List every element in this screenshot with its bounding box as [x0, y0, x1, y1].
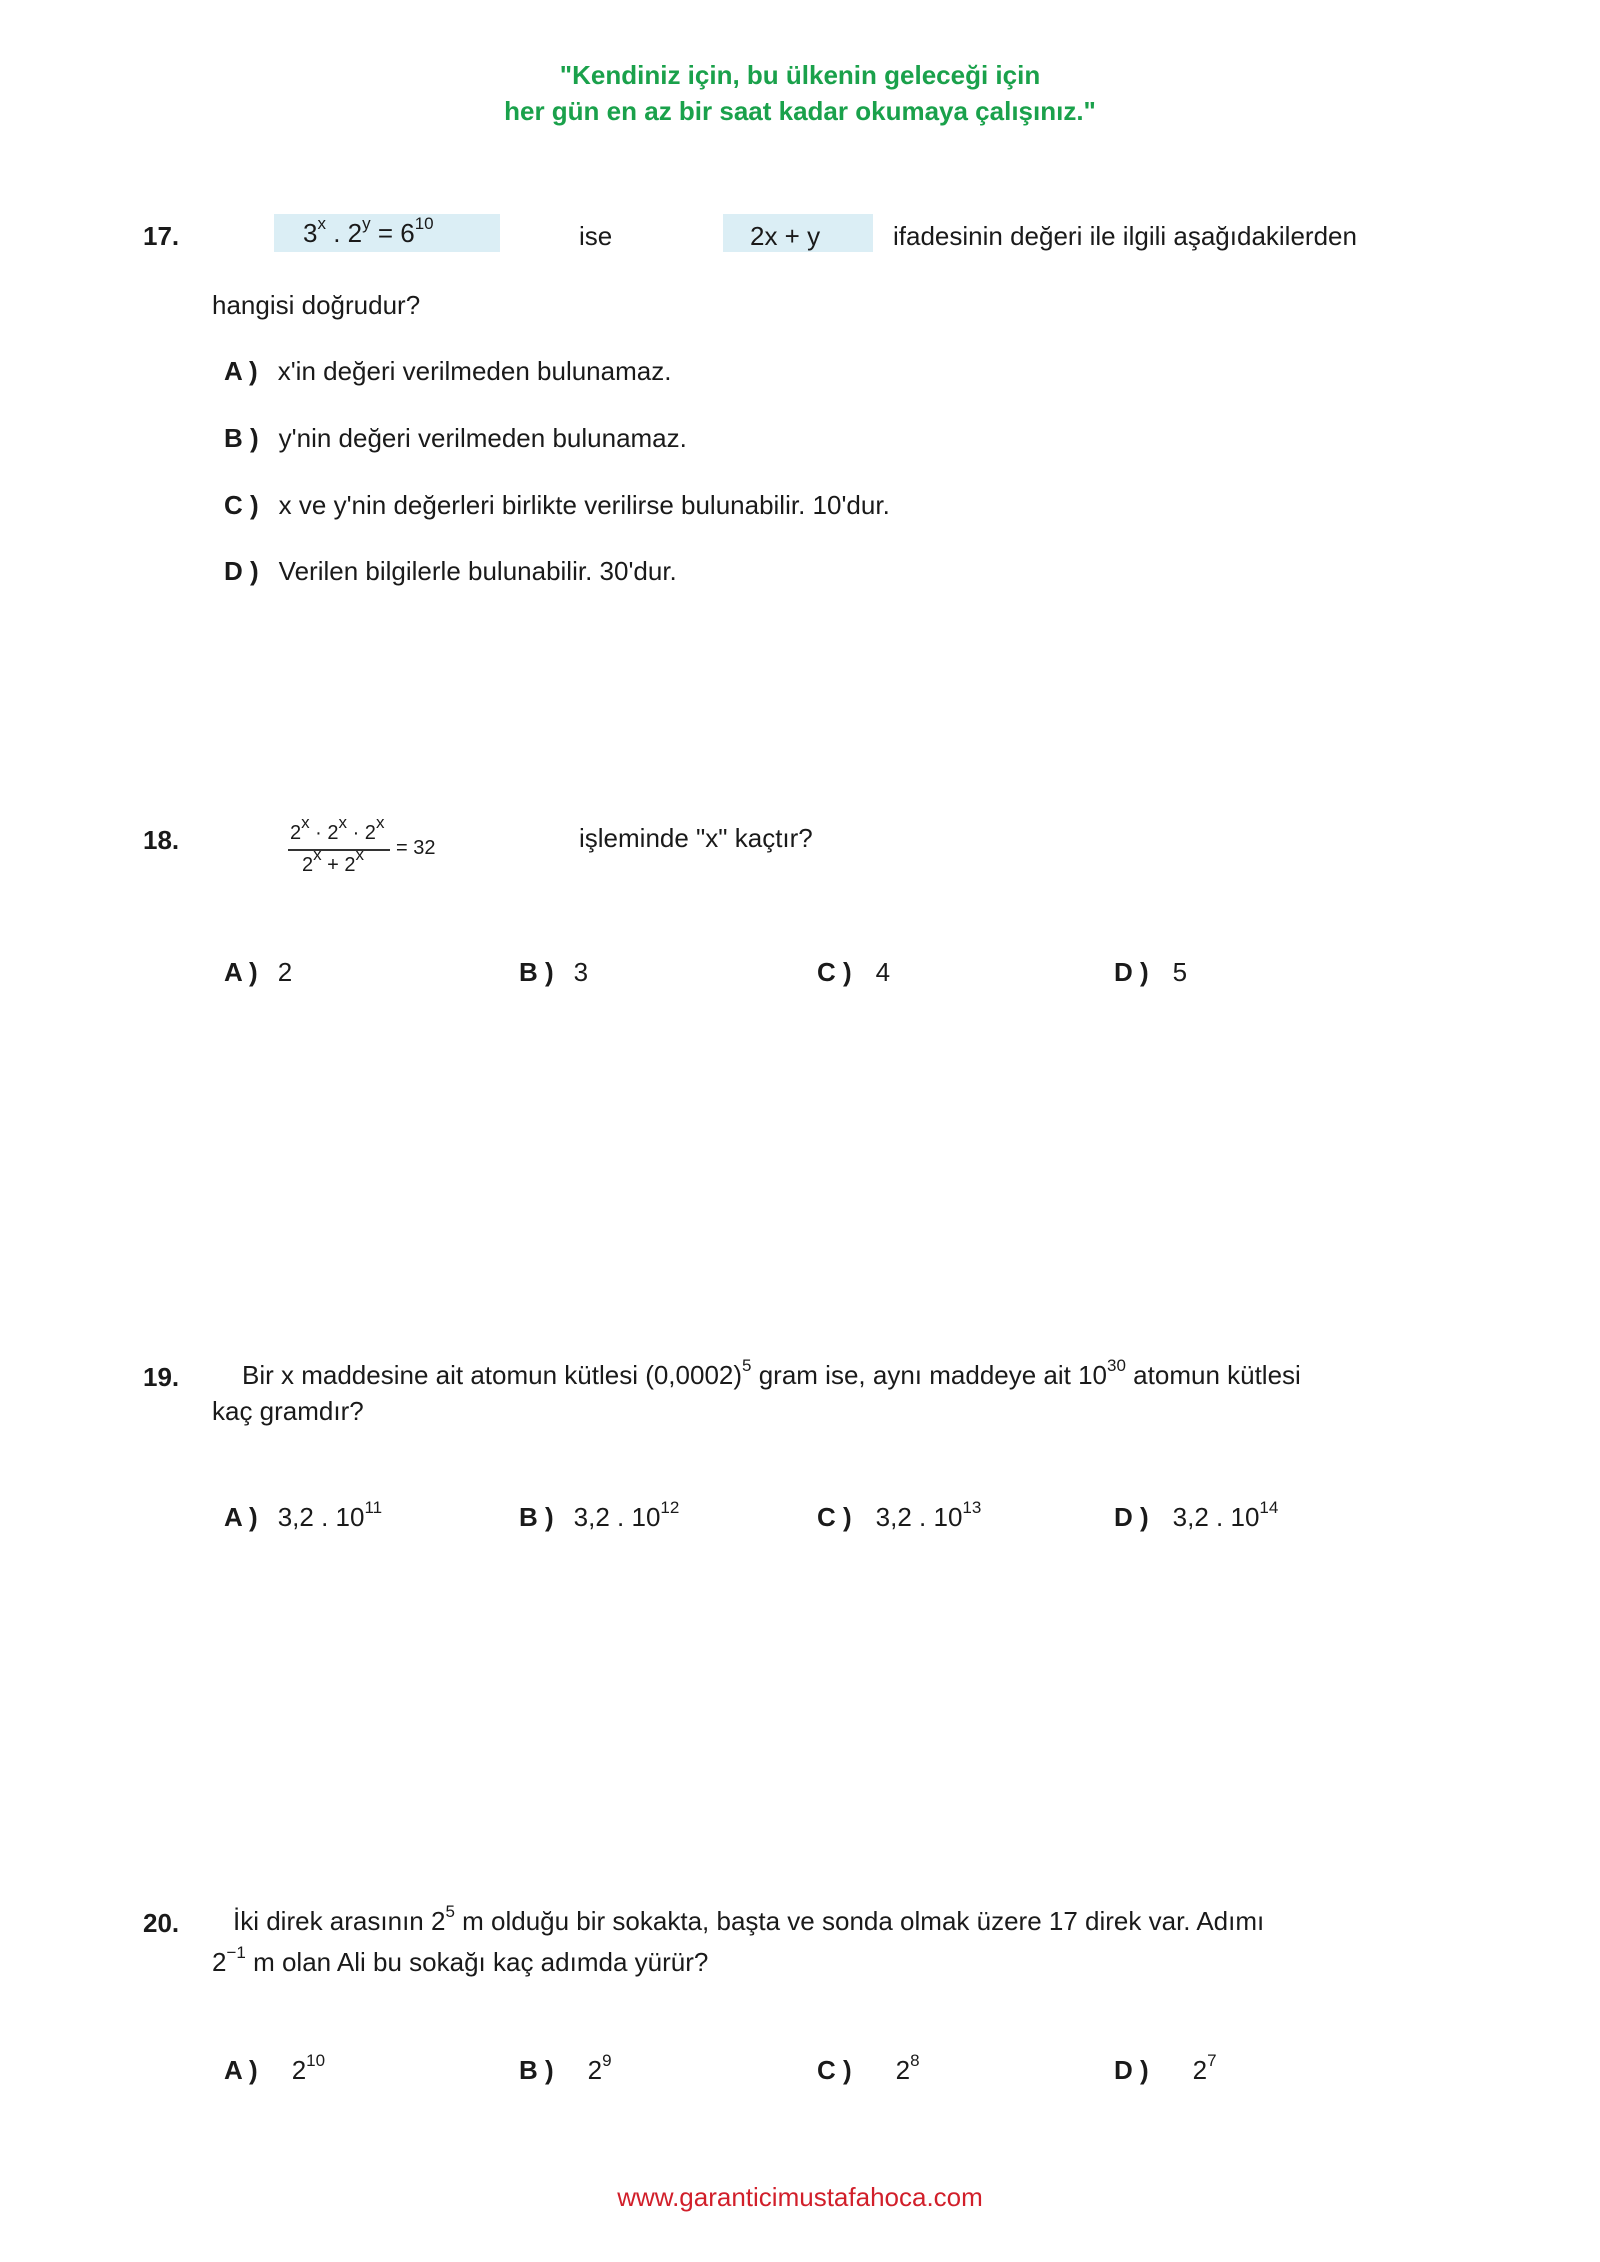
option-label: A ) [224, 1502, 258, 1532]
option-text: y'nin değeri verilmeden bulunamaz. [278, 423, 687, 453]
formula-box [274, 214, 500, 252]
question-text-continued: kaç gramdır? [212, 1396, 364, 1426]
option-label: D ) [1114, 957, 1149, 987]
option-label: D ) [224, 556, 259, 586]
question-text-continued: $2^{-1}$ m olan Ali bu sokağı kaç adımda yürür? [212, 1943, 709, 1977]
fraction-bar [288, 849, 390, 851]
option-a[interactable] [224, 356, 671, 387]
option-d[interactable] [1114, 1498, 1279, 1533]
question-text: ifadesinin değeri ile ilgili aşağıdakilerden [893, 221, 1357, 251]
option-a[interactable] [224, 957, 292, 988]
option-c[interactable] [817, 2051, 920, 2086]
question-number: 20. [143, 1908, 180, 1938]
option-text: 3 [573, 957, 589, 987]
fraction-rhs: = 32 [396, 837, 436, 859]
option-a[interactable] [224, 2051, 326, 2086]
question-text: İki direk arasının $2^5$ m olduğu bir sokakta, başta ve sonda olmak üzere 17 direk var. Adımı [233, 1902, 1265, 1936]
option-text: 2 [277, 957, 293, 987]
fraction-numerator: $2^x \cdot 2^x \cdot 2^x$ [290, 813, 385, 844]
question-text: Bir x maddesine ait atomun kütlesi $(0,0002)^5$ gram ise, aynı maddeye ait $10^{30}$ atomun kütlesi [242, 1356, 1301, 1390]
option-b[interactable] [224, 423, 687, 454]
option-label: A ) [224, 957, 258, 987]
option-label: C ) [817, 2055, 852, 2085]
option-label: A ) [224, 356, 258, 386]
option-c[interactable] [817, 1498, 982, 1533]
option-b[interactable] [519, 2051, 612, 2086]
option-label: C ) [817, 957, 852, 987]
option-text: 5 [1172, 957, 1188, 987]
option-label: D ) [1114, 1502, 1149, 1532]
option-label: B ) [224, 423, 259, 453]
fraction-expression [288, 813, 468, 882]
option-b[interactable] [519, 1498, 680, 1533]
option-label: A ) [224, 2055, 258, 2085]
formula-text: 3$^x$ . $2^y = 6^{10}$ [303, 214, 434, 248]
option-label: C ) [224, 490, 259, 520]
motto-line-2: her gün en az bir saat kadar okumaya çalışınız." [504, 96, 1096, 126]
option-label: C ) [817, 1502, 852, 1532]
option-text: x ve y'nin değerleri birlikte verilirse bulunabilir. 10'dur. [278, 490, 890, 520]
expression-text: 2x + y [750, 221, 821, 251]
option-text: 3,2 . $10^{13}$ [875, 1498, 982, 1532]
option-label: B ) [519, 2055, 554, 2085]
motto-line-1: "Kendiniz için, bu ülkenin geleceği için [559, 60, 1041, 90]
option-a[interactable] [224, 1498, 383, 1533]
option-text: $2^{10}$ [291, 2051, 326, 2085]
option-text: $2^8$ [895, 2051, 920, 2085]
option-text: $2^7$ [1192, 2051, 1217, 2085]
footer-url[interactable]: www.garanticimustafahoca.com [617, 2182, 983, 2212]
option-text: $2^9$ [587, 2051, 612, 2085]
option-text: 3,2 . $10^{12}$ [573, 1498, 680, 1532]
option-text: x'in değeri verilmeden bulunamaz. [277, 356, 672, 386]
option-text: 3,2 . $10^{11}$ [277, 1498, 383, 1532]
option-text: 3,2 . $10^{14}$ [1172, 1498, 1279, 1532]
option-label: D ) [1114, 2055, 1149, 2085]
option-d[interactable] [224, 556, 677, 587]
question-number: 17. [143, 221, 180, 251]
question-number: 19. [143, 1362, 180, 1392]
option-d[interactable] [1114, 2051, 1217, 2086]
question-number: 18. [143, 825, 180, 855]
option-d[interactable] [1114, 957, 1187, 988]
option-label: B ) [519, 957, 554, 987]
word-ise: ise [579, 221, 613, 251]
question-text-continued: hangisi doğrudur? [212, 290, 421, 320]
option-c[interactable] [817, 957, 890, 988]
option-c[interactable] [224, 490, 890, 521]
expression-box [723, 214, 873, 252]
option-b[interactable] [519, 957, 588, 988]
question-text: işleminde "x" kaçtır? [579, 823, 813, 853]
option-label: B ) [519, 1502, 554, 1532]
option-text: Verilen bilgilerle bulunabilir. 30'dur. [278, 556, 677, 586]
fraction-denominator: $2^x + 2^x$ [302, 845, 365, 876]
option-text: 4 [875, 957, 891, 987]
